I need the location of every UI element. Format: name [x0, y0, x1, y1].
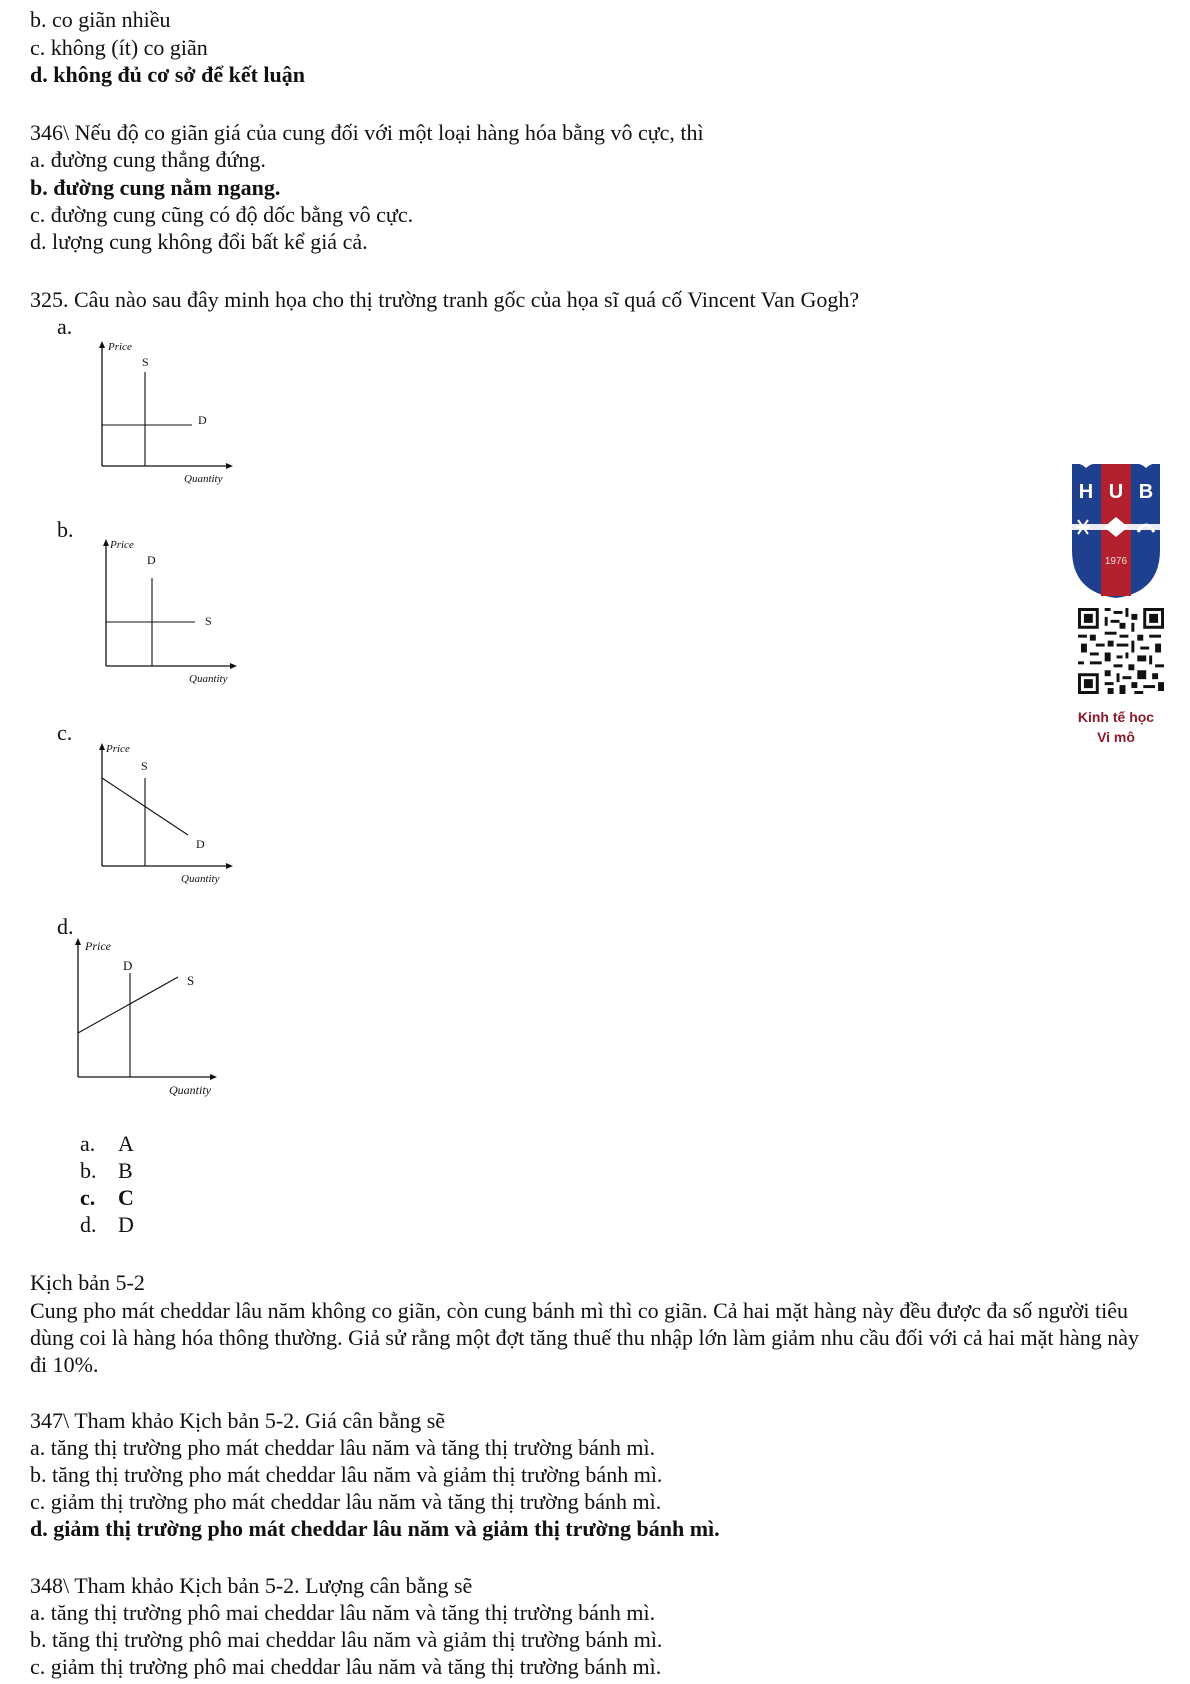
q348-option-c: c. giảm thị trường phô mai cheddar lâu năm và tăng thị trường bánh mì.	[30, 1654, 662, 1679]
graph-b-price-label: Price	[110, 539, 134, 551]
q347-option-d: d. giảm thị trường pho mát cheddar lâu năm và giảm thị trường bánh mì.	[30, 1516, 720, 1541]
logo-subject-line1: Kinh tế học	[1077, 709, 1155, 725]
q347-option-a: a. tăng thị trường pho mát cheddar lâu năm và tăng thị trường bánh mì.	[30, 1435, 656, 1460]
graph-d	[66, 935, 246, 1105]
q348-option-a: a. tăng thị trường phô mai cheddar lâu năm và tăng thị trường bánh mì.	[30, 1600, 656, 1625]
q347-option-b: b. tăng thị trường pho mát cheddar lâu năm và giảm thị trường bánh mì.	[30, 1462, 663, 1487]
graph-d-label: d.	[57, 914, 74, 939]
q346-option-a: a. đường cung thẳng đứng.	[30, 147, 266, 172]
graph-c-quantity-label: Quantity	[181, 873, 220, 885]
logo-letter-u: U	[1108, 481, 1124, 503]
graph-c-s-label: S	[141, 759, 148, 773]
graph-a-s-label: S	[142, 355, 149, 369]
graph-b-s-label: S	[205, 614, 212, 628]
scenario-body: Cung pho mát cheddar lâu năm không co giãn, còn cung bánh mì thì co giãn. Cả hai mặt hàng này đều được đa số người tiêu dùng coi là hàng hóa thông thường. Giả sử rằng một đợt tăng thuế thu nhập lớn làm giảm nhu cầu đối với cả hai mặt hàng này đi 10%.	[30, 1298, 1140, 1377]
graph-d-price-label: Price	[85, 939, 111, 953]
q348-option-b: b. tăng thị trường phô mai cheddar lâu năm và giảm thị trường bánh mì.	[30, 1627, 663, 1652]
q325-answer-c: c. C	[80, 1185, 134, 1210]
graph-d-supply-line	[78, 977, 178, 1033]
logo-letter-b: B	[1138, 481, 1154, 503]
graph-d-quantity-label: Quantity	[169, 1083, 211, 1097]
graph-b	[92, 536, 252, 686]
graph-b-d-label: D	[147, 553, 156, 567]
q325-answer-a: a. A	[80, 1131, 134, 1156]
q346-option-d: d. lượng cung không đổi bất kể giá cả.	[30, 229, 368, 254]
graph-a-label: a.	[57, 314, 73, 339]
graph-a-quantity-label: Quantity	[184, 473, 223, 485]
q347-option-c: c. giảm thị trường pho mát cheddar lâu năm và tăng thị trường bánh mì.	[30, 1489, 662, 1514]
graph-a	[88, 338, 248, 488]
q346-option-b: b. đường cung nằm ngang.	[30, 175, 281, 200]
q346-stem: 346\ Nếu độ co giãn giá của cung đối với một loại hàng hóa bằng vô cực, thì	[30, 120, 704, 145]
graph-c-label: c.	[57, 720, 73, 745]
logo-year: 1976	[1104, 556, 1128, 567]
qr-code-icon	[1078, 608, 1164, 694]
q347-stem: 347\ Tham khảo Kịch bản 5-2. Giá cân bằng sẽ	[30, 1408, 446, 1433]
q348-stem: 348\ Tham khảo Kịch bản 5-2. Lượng cân bằng sẽ	[30, 1573, 473, 1598]
graph-a-price-label: Price	[108, 341, 132, 353]
hub-logo	[1070, 462, 1162, 600]
q346-option-c: c. đường cung cũng có độ dốc bằng vô cực.	[30, 202, 414, 227]
logo-letter-h: H	[1078, 481, 1094, 503]
graph-c-d-label: D	[196, 837, 205, 851]
prev-option-d: d. không đủ cơ sở để kết luận	[30, 62, 306, 87]
prev-option-b: b. co giãn nhiều	[30, 7, 171, 32]
graph-d-s-label: S	[187, 973, 195, 988]
prev-option-c: c. không (ít) co giãn	[30, 35, 208, 60]
q325-answer-b: b. B	[80, 1158, 133, 1183]
graph-b-quantity-label: Quantity	[189, 673, 228, 685]
graph-c	[88, 740, 248, 890]
logo-subject-line2: Vi mô	[1097, 729, 1135, 745]
q325-stem: 325. Câu nào sau đây minh họa cho thị trường tranh gốc của họa sĩ quá cố Vincent Van Gogh?	[30, 287, 860, 312]
graph-d-d-label: D	[123, 958, 133, 973]
graph-b-label: b.	[57, 517, 74, 542]
graph-c-price-label: Price	[106, 743, 130, 755]
graph-a-d-label: D	[198, 413, 207, 427]
q325-answer-d: d. D	[80, 1212, 134, 1237]
scenario-title: Kịch bản 5-2	[30, 1270, 145, 1295]
